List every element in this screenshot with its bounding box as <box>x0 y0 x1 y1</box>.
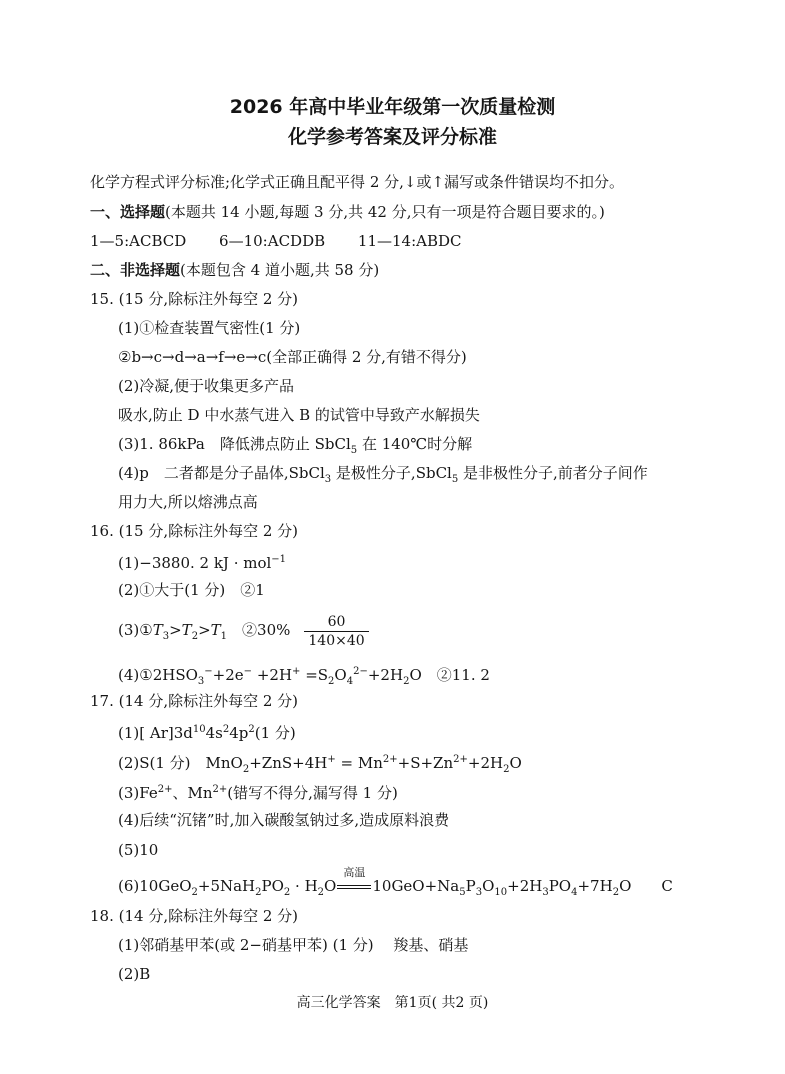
q17-line3-a: (3)Fe <box>118 784 158 802</box>
q16-fraction-den: 140×40 <box>308 632 365 649</box>
q15-line6-b: 是极性分子,SbCl <box>331 464 452 482</box>
q17-line1: (1)[ $Ar]3d^{10}4s^24p^2(1$ 分) <box>118 724 296 742</box>
q15-head: 15. (15 分,除标注外每空 2 分) <box>90 290 299 308</box>
q17-line2-e: +2H <box>467 754 504 772</box>
section1-desc: (本题共 14 小题,每题 3 分,共 42 分,只有一项是符合题目要求的。) <box>165 203 605 221</box>
q17-line2: (2)S(1 分) $MnO_2+ZnS+4H^+ = Mn^{2+}+S+Zn^{2+}+2H_2O$ <box>118 754 522 775</box>
q17-line2-a: (2)S(1 分) MnO <box>118 754 243 772</box>
mc-range-1: 1—5: <box>90 232 130 250</box>
q17-line4: (4)后续“沉锗”时,加入碳酸氢钠过多,造成原料浪费 <box>118 811 450 829</box>
q16-line2: (2)①大于(1 分) ②1 <box>118 581 265 599</box>
q16-line1 <box>118 550 286 573</box>
q17-head: 17. (14 分,除标注外每空 2 分) <box>90 692 299 710</box>
section2-heading: 二、非选择题 <box>90 261 181 279</box>
q16-fraction <box>304 613 368 650</box>
q15-line5-b: 在 140℃时分解 <box>357 435 473 453</box>
section1-header <box>90 202 605 222</box>
q16-line4-c: +2H <box>252 666 293 684</box>
q17-line2-b: +ZnS+4H <box>249 754 328 772</box>
q17-line6-b: +5NaH <box>197 877 256 895</box>
q15-line6-a: (4)p 二者都是分子晶体,SbCl <box>118 464 325 482</box>
mc-value-2: ACDDB <box>267 232 326 250</box>
q16-line4-e: O <box>334 666 347 684</box>
q16-line3-b: ②30% <box>227 621 291 639</box>
q17-line1-b: 4s <box>205 724 223 742</box>
q18-head: 18. (14 分,除标注外每空 2 分) <box>90 907 299 925</box>
q16-line1-sup: −1 <box>271 554 287 565</box>
q16-fraction-num: 60 <box>304 613 368 632</box>
mc-value-3: ABDC <box>416 232 462 250</box>
q17-line6-f: 10GeO+Na <box>372 877 460 895</box>
q17-line6-g: P <box>465 877 476 895</box>
q17-line6-j: PO <box>548 877 572 895</box>
q15-line1: (1)①检查装置气密性(1 分) <box>118 319 301 337</box>
q17-line3-b: 、Mn <box>172 784 213 802</box>
page-title: 2026 年高中毕业年级第一次质量检测 <box>229 96 556 118</box>
reaction-condition: 高温 <box>343 866 366 879</box>
q18-line2: (2)B <box>118 965 151 983</box>
q17-line6-h: O <box>482 877 495 895</box>
q17-line1-a: (1)[ Ar]3d <box>118 724 193 742</box>
q15-line5: (3)1. 86kPa 降低沸点防止 SbCl$_5$ 在 140℃时分解 <box>118 435 473 456</box>
q15-line4: 吸水,防止 D 中水蒸气进入 B 的试管中导致产水解损失 <box>118 406 480 424</box>
q15-line3: (2)冷凝,便于收集更多产品 <box>118 377 295 395</box>
q15-line7: 用力大,所以熔沸点高 <box>118 493 258 511</box>
q17-line6-l: O C <box>619 877 673 895</box>
mc-answers <box>90 231 462 251</box>
q16-line1-a: (1)−3880. 2 kJ · mol <box>118 554 272 572</box>
q15-line6-c: 是非极性分子,前者分子间作 <box>458 464 648 482</box>
q17-line2-c: = Mn <box>335 754 383 772</box>
q17-line1-c: 4p <box>229 724 249 742</box>
page-footer: 高三化学答案 第1页( 共2 页) <box>296 995 489 1011</box>
q16-line4-b: +2e <box>212 666 244 684</box>
q17-line3-c: (错写不得分,漏写得 1 分) <box>227 784 398 802</box>
q17-line2-f: O <box>509 754 522 772</box>
q16-line4-g: O ②11. 2 <box>409 666 490 684</box>
mc-range-3: 11—14: <box>357 232 417 250</box>
q15-line2: ②b→c→d→a→f→e→c(全部正确得 2 分,有错不得分) <box>118 348 467 366</box>
q18-line1: (1)邻硝基甲苯(或 2−硝基甲苯) (1 分) 羧基、硝基 <box>118 936 469 954</box>
mc-value-1: ACBCD <box>129 232 187 250</box>
q17-line2-d: +S+Zn <box>397 754 454 772</box>
reaction-condition-arrow <box>336 866 372 896</box>
q17-line1-d: (1 分) <box>254 724 296 742</box>
scoring-intro: 化学方程式评分标准;化学式正确且配平得 2 分,↓或↑漏写或条件错误均不扣分。 <box>90 173 625 191</box>
page-subtitle: 化学参考答案及评分标准 <box>287 126 497 148</box>
section2-desc: (本题包含 4 道小题,共 58 分) <box>180 261 380 279</box>
q16-line3: $(3)①T_3>T_2>T_1$ ②30% $\frac{60}{140\times 40}$ <box>118 610 369 657</box>
q17-line6-a: (6)10GeO <box>118 877 192 895</box>
q16-line4: $(4)①2HSO_3^-+2e^- +2H^+ =S_2O_4^{2-}+2H_2O$ ②11. 2 <box>118 666 490 687</box>
q17-line6-e: O <box>324 877 337 895</box>
q16-head: 16. (15 分,除标注外每空 2 分) <box>90 522 299 540</box>
q17-line6-c: PO <box>261 877 284 895</box>
q17-line6-d: · H <box>290 877 318 895</box>
q16-line4-a: (4)①2HSO <box>118 666 198 684</box>
q15-line6: (4)p 二者都是分子晶体,SbCl$_3$ 是极性分子,SbCl$_5$ 是非极性分子,前者分子间作 <box>118 464 648 485</box>
q17-line5: (5)10 <box>118 841 159 859</box>
q17-line6: $(6)10GeO_2+5NaH_2PO_2 \cdot H_2O$ 高温 $10GeO+Na_5P_3O_{10}+2H_3PO_4+7H_2O$ C <box>118 876 673 903</box>
mc-range-2: 6—10: <box>219 232 268 250</box>
q17-line6-k: +7H <box>577 877 613 895</box>
q16-line4-d: =S <box>300 666 329 684</box>
q17-line3: $(3)Fe^{2+}$、$Mn^{2+}$(错写不得分,漏写得 1 分) <box>118 784 398 802</box>
q16-line4-f: +2H <box>367 666 404 684</box>
q17-line6-i: +2H <box>507 877 543 895</box>
q16-line3-a: (3)① <box>118 621 153 639</box>
section2-header <box>90 260 379 280</box>
section1-heading: 一、选择题 <box>90 203 166 221</box>
q15-line5-a: (3)1. 86kPa 降低沸点防止 SbCl <box>118 435 351 453</box>
